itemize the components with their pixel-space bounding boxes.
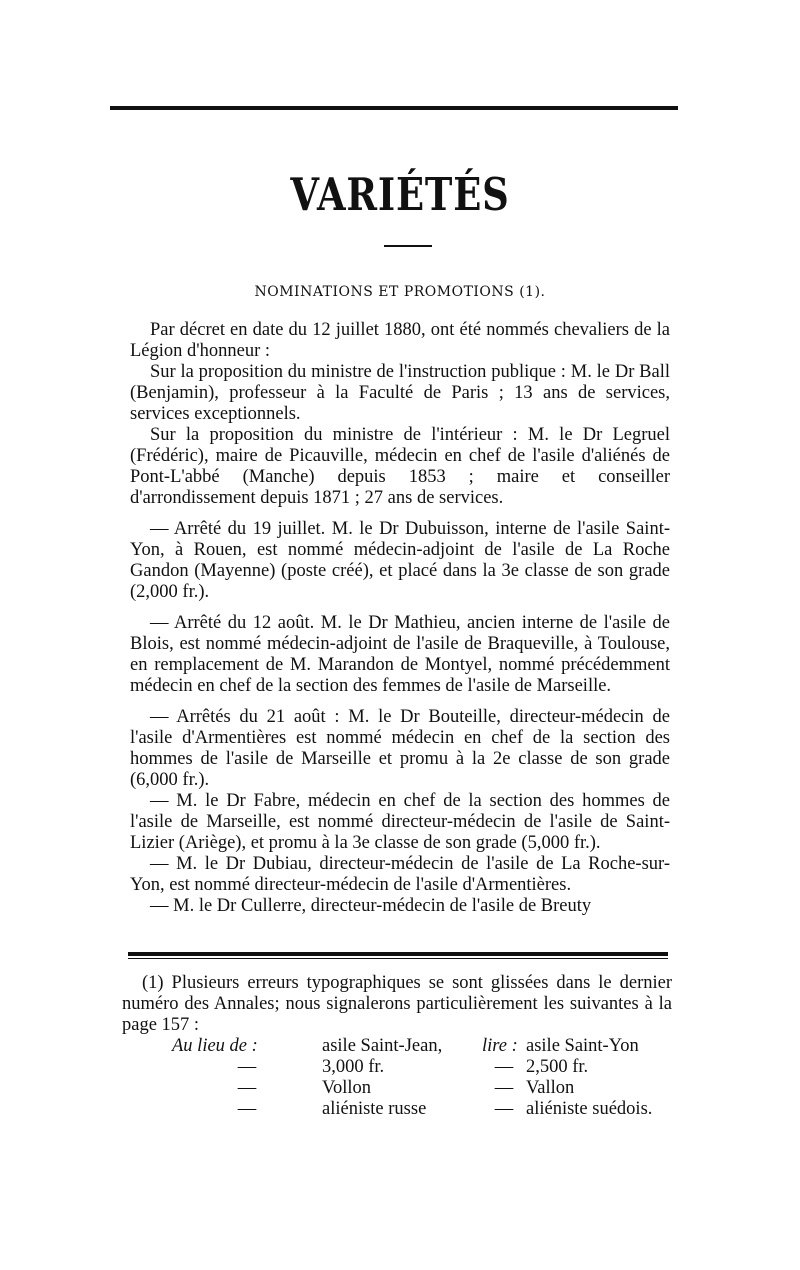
errata-cell: 3,000 fr. [322,1057,385,1077]
footnote [122,973,672,1120]
errata-cell: aliéniste russe [322,1099,427,1119]
errata-cell: asile Saint-Yon [526,1036,639,1056]
errata-cell: — [237,1078,257,1098]
paragraph: Sur la proposition du ministre de l'intérieur : M. le Dr Legruel (Frédéric), maire de Picauville, médecin en chef de l'asile d'aliénés de Pont-L'abbé (Manche) depuis 1853 ; maire et conseiller d'arrondissement depuis 1871 ; 27 ans de services. [130,425,670,508]
body-text [130,320,670,917]
errata-table [172,1036,672,1120]
page-title: VARIÉTÉS [290,168,510,221]
errata-cell: — [237,1057,257,1077]
errata-cell: asile Saint-Jean, [322,1036,443,1056]
errata-cell: 2,500 fr. [526,1057,589,1077]
paragraph: — Arrêtés du 21 août : M. le Dr Bouteille, directeur-médecin de l'asile d'Armentières est nommé médecin en chef de la section des hommes de l'asile de Marseille et promu à la 2e classe de son grade (6,000 fr.). [130,707,670,790]
paragraph: — M. le Dr Cullerre, directeur-médecin de l'asile de Breuty [150,896,592,916]
paragraph: — M. le Dr Fabre, médecin en chef de la section des hommes de l'asile de Marseille, est nommé directeur-médecin de l'asile de Saint-Lizier (Ariège), et promu à la 3e classe de son grade (5,000 fr.). [130,791,670,853]
paragraph: Par décret en date du 12 juillet 1880, ont été nommés chevaliers de la Légion d'honneur : [130,320,670,361]
title-divider [384,245,432,247]
errata-cell: aliéniste suédois. [526,1099,653,1119]
paragraph: — Arrêté du 19 juillet. M. le Dr Dubuisson, interne de l'asile Saint-Yon, à Rouen, est nommé médecin-adjoint de l'asile de La Roche Gandon (Mayenne) (poste créé), et placé dans la 3e classe de son grade (2,000 fr.). [130,519,670,602]
errata-cell: — [494,1057,514,1077]
errata-cell: Au lieu de : [172,1036,258,1056]
section-heading: NOMINATIONS ET PROMOTIONS (1). [254,284,546,300]
paragraph: — M. le Dr Dubiau, directeur-médecin de l'asile de La Roche-sur-Yon, est nommé directeur-médecin de l'asile d'Armentières. [130,854,670,895]
errata-cell: — [237,1099,257,1119]
errata-cell: — [494,1078,514,1098]
footnote-rule-thin [128,958,668,959]
errata-cell: Vollon [322,1078,372,1098]
paragraph: Sur la proposition du ministre de l'instruction publique : M. le Dr Ball (Benjamin), professeur à la Faculté de Paris ; 13 ans de services, services exceptionnels. [130,362,670,424]
footnote-intro: (1) Plusieurs erreurs typographiques se sont glissées dans le dernier numéro des Annales; nous signalerons particulièrement les suivantes à la page 157 : [122,973,672,1035]
footnote-rule [128,952,668,956]
errata-cell: — [494,1099,514,1119]
errata-cell: lire : [482,1036,518,1056]
paragraph: — Arrêté du 12 août. M. le Dr Mathieu, ancien interne de l'asile de Blois, est nommé médecin-adjoint de l'asile de Braqueville, à Toulouse, en remplacement de M. Marandon de Montyel, nommé précédemment médecin en chef de la section des femmes de l'asile de Marseille. [130,613,670,696]
errata-cell: Vallon [526,1078,575,1098]
top-rule [110,106,678,110]
